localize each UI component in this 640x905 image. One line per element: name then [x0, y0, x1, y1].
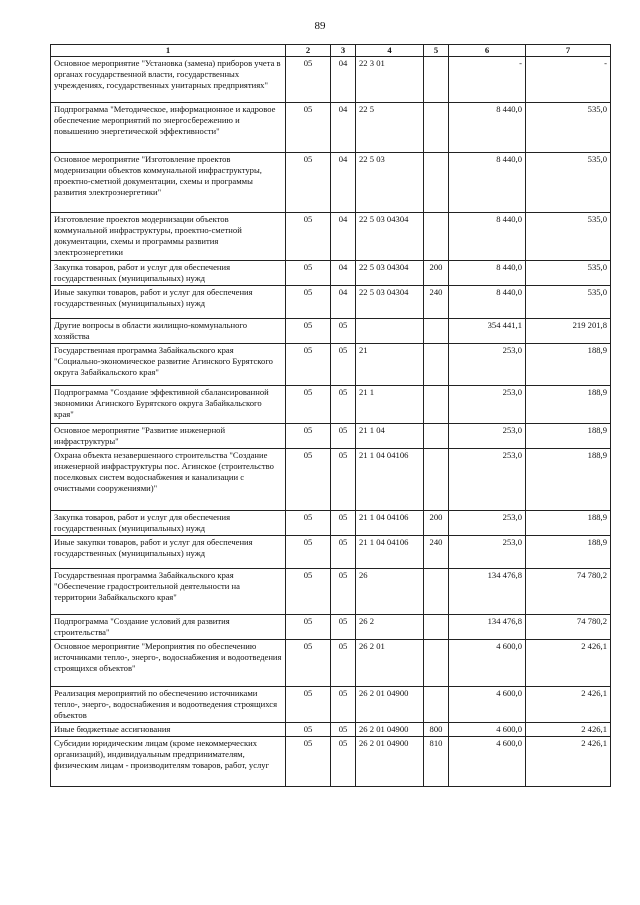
row-amount-approved: 4 600,0: [449, 737, 526, 787]
row-target-code: 26 2 01 04900: [356, 687, 424, 723]
row-name: Иные закупки товаров, работ и услуг для обеспечения государственных (муниципальных) нужд: [51, 286, 286, 319]
row-subsection: 05: [331, 424, 356, 449]
row-amount-approved: 4 600,0: [449, 640, 526, 687]
table-row: [51, 687, 611, 723]
row-section: 05: [286, 57, 331, 103]
table-row: [51, 261, 611, 286]
row-target-code: 21 1 04 04106: [356, 536, 424, 569]
row-section: 05: [286, 687, 331, 723]
row-subsection: 05: [331, 640, 356, 687]
row-amount-executed: 188,9: [526, 511, 611, 536]
table-row: [51, 213, 611, 261]
row-name: Основное мероприятие "Установка (замена) приборов учета в органах государственной власти, государственных учреждениях, государственных унитарных предприятиях": [51, 57, 286, 103]
row-amount-executed: 535,0: [526, 261, 611, 286]
row-section: 05: [286, 424, 331, 449]
row-target-code: 22 5: [356, 103, 424, 153]
row-amount-executed: 188,9: [526, 449, 611, 511]
column-header: 4: [356, 45, 424, 57]
row-subsection: 04: [331, 153, 356, 213]
row-expense-type: [424, 449, 449, 511]
row-amount-executed: 535,0: [526, 153, 611, 213]
table-body: [51, 57, 611, 787]
row-subsection: 04: [331, 286, 356, 319]
table-row: [51, 424, 611, 449]
row-name: Подпрограмма "Создание эффективной сбалансированной экономики Агинского Бурятского округа Забайкальского края": [51, 386, 286, 424]
row-name: Охрана объекта незавершенного строительства "Создание инженерной инфраструктуры пос. Агинское (строительство поселковых систем водоснабжения и канализации с очистными сооружениями)": [51, 449, 286, 511]
row-name: Иные закупки товаров, работ и услуг для обеспечения государственных (муниципальных) нужд: [51, 536, 286, 569]
table-row: [51, 319, 611, 344]
row-target-code: 26: [356, 569, 424, 615]
row-target-code: 22 3 01: [356, 57, 424, 103]
row-expense-type: [424, 57, 449, 103]
row-expense-type: [424, 103, 449, 153]
row-amount-approved: 134 476,8: [449, 615, 526, 640]
row-target-code: 21 1 04: [356, 424, 424, 449]
row-section: 05: [286, 723, 331, 737]
row-target-code: 21: [356, 344, 424, 386]
row-amount-approved: 253,0: [449, 536, 526, 569]
row-amount-approved: 8 440,0: [449, 286, 526, 319]
column-header: 3: [331, 45, 356, 57]
row-amount-executed: 188,9: [526, 386, 611, 424]
row-target-code: 26 2 01: [356, 640, 424, 687]
row-expense-type: [424, 569, 449, 615]
row-amount-executed: 74 780,2: [526, 615, 611, 640]
table-header-row: [51, 45, 611, 57]
row-expense-type: 240: [424, 536, 449, 569]
table-row: [51, 511, 611, 536]
row-amount-executed: -: [526, 57, 611, 103]
row-subsection: 04: [331, 57, 356, 103]
row-amount-executed: 535,0: [526, 213, 611, 261]
row-expense-type: 240: [424, 286, 449, 319]
row-subsection: 05: [331, 319, 356, 344]
column-header: 1: [51, 45, 286, 57]
row-name: Иные бюджетные ассигнования: [51, 723, 286, 737]
table-row: [51, 569, 611, 615]
table-row: [51, 737, 611, 787]
row-expense-type: [424, 424, 449, 449]
column-header: 5: [424, 45, 449, 57]
row-expense-type: [424, 615, 449, 640]
table-row: [51, 386, 611, 424]
row-target-code: 22 5 03 04304: [356, 286, 424, 319]
column-header: 2: [286, 45, 331, 57]
row-expense-type: [424, 344, 449, 386]
row-subsection: 05: [331, 536, 356, 569]
row-subsection: 05: [331, 723, 356, 737]
row-amount-approved: 8 440,0: [449, 213, 526, 261]
row-target-code: 22 5 03: [356, 153, 424, 213]
row-section: 05: [286, 261, 331, 286]
row-section: 05: [286, 511, 331, 536]
table-row: [51, 536, 611, 569]
row-name: Основное мероприятие "Мероприятия по обеспечению источниками тепло-, энерго-, водоснабжения и водоотведения строящихся объектов": [51, 640, 286, 687]
row-amount-executed: 74 780,2: [526, 569, 611, 615]
table-row: [51, 57, 611, 103]
column-header: 6: [449, 45, 526, 57]
row-target-code: 21 1: [356, 386, 424, 424]
row-section: 05: [286, 569, 331, 615]
row-section: 05: [286, 319, 331, 344]
row-amount-approved: 4 600,0: [449, 687, 526, 723]
row-amount-approved: 253,0: [449, 386, 526, 424]
row-amount-approved: -: [449, 57, 526, 103]
row-section: 05: [286, 449, 331, 511]
row-name: Изготовление проектов модернизации объектов коммунальной инфраструктуры, проектно-сметной документации, схемы и программы развития электроэнергетики: [51, 213, 286, 261]
row-subsection: 05: [331, 687, 356, 723]
row-amount-approved: 253,0: [449, 424, 526, 449]
row-target-code: 22 5 03 04304: [356, 213, 424, 261]
row-name: Подпрограмма "Методическое, информационное и кадровое обеспечение мероприятий по энергосбережению и повышению энергетической эффективности": [51, 103, 286, 153]
row-amount-executed: 188,9: [526, 424, 611, 449]
table-row: [51, 723, 611, 737]
table-row: [51, 615, 611, 640]
row-expense-type: 200: [424, 511, 449, 536]
row-amount-approved: 253,0: [449, 449, 526, 511]
row-expense-type: [424, 386, 449, 424]
row-amount-executed: 2 426,1: [526, 737, 611, 787]
row-expense-type: 200: [424, 261, 449, 286]
row-expense-type: [424, 640, 449, 687]
row-name: Другие вопросы в области жилищно-коммунального хозяйства: [51, 319, 286, 344]
column-header: 7: [526, 45, 611, 57]
row-section: 05: [286, 536, 331, 569]
row-amount-approved: 4 600,0: [449, 723, 526, 737]
row-name: Государственная программа Забайкальского края "Обеспечение градостроительной деятельности на территории Забайкальского края": [51, 569, 286, 615]
row-amount-executed: 535,0: [526, 103, 611, 153]
row-target-code: 22 5 03 04304: [356, 261, 424, 286]
row-expense-type: [424, 687, 449, 723]
table-row: [51, 153, 611, 213]
row-target-code: [356, 319, 424, 344]
row-section: 05: [286, 213, 331, 261]
row-subsection: 04: [331, 261, 356, 286]
row-subsection: 04: [331, 103, 356, 153]
row-amount-approved: 354 441,1: [449, 319, 526, 344]
row-amount-executed: 188,9: [526, 344, 611, 386]
row-name: Закупка товаров, работ и услуг для обеспечения государственных (муниципальных) нужд: [51, 261, 286, 286]
row-amount-executed: 2 426,1: [526, 640, 611, 687]
row-target-code: 26 2 01 04900: [356, 723, 424, 737]
row-name: Подпрограмма "Создание условий для развития строительства": [51, 615, 286, 640]
row-amount-approved: 8 440,0: [449, 261, 526, 286]
row-amount-executed: 219 201,8: [526, 319, 611, 344]
table-row: [51, 449, 611, 511]
table-row: [51, 640, 611, 687]
row-subsection: 05: [331, 449, 356, 511]
row-amount-approved: 134 476,8: [449, 569, 526, 615]
row-amount-executed: 2 426,1: [526, 687, 611, 723]
row-section: 05: [286, 615, 331, 640]
row-amount-executed: 188,9: [526, 536, 611, 569]
row-section: 05: [286, 286, 331, 319]
row-subsection: 05: [331, 386, 356, 424]
row-subsection: 05: [331, 511, 356, 536]
row-target-code: 21 1 04 04106: [356, 511, 424, 536]
row-section: 05: [286, 640, 331, 687]
row-target-code: 26 2: [356, 615, 424, 640]
budget-table: [50, 44, 611, 787]
row-subsection: 05: [331, 569, 356, 615]
row-amount-approved: 253,0: [449, 511, 526, 536]
row-subsection: 05: [331, 737, 356, 787]
table-row: [51, 103, 611, 153]
table-row: [51, 344, 611, 386]
row-section: 05: [286, 344, 331, 386]
row-expense-type: [424, 319, 449, 344]
row-expense-type: 810: [424, 737, 449, 787]
row-name: Субсидии юридическим лицам (кроме некоммерческих организаций), индивидуальным предпринимателям, физическим лицам - производителям товаров, работ, услуг: [51, 737, 286, 787]
row-name: Государственная программа Забайкальского края "Социально-экономическое развитие Агинского Бурятского округа Забайкальского края": [51, 344, 286, 386]
row-name: Основное мероприятие "Развитие инженерной инфраструктуры": [51, 424, 286, 449]
row-section: 05: [286, 103, 331, 153]
row-target-code: 21 1 04 04106: [356, 449, 424, 511]
row-section: 05: [286, 737, 331, 787]
row-subsection: 04: [331, 213, 356, 261]
table-row: [51, 286, 611, 319]
row-amount-executed: 535,0: [526, 286, 611, 319]
row-amount-approved: 8 440,0: [449, 153, 526, 213]
row-section: 05: [286, 386, 331, 424]
row-target-code: 26 2 01 04900: [356, 737, 424, 787]
row-amount-executed: 2 426,1: [526, 723, 611, 737]
row-expense-type: [424, 153, 449, 213]
row-section: 05: [286, 153, 331, 213]
row-amount-approved: 8 440,0: [449, 103, 526, 153]
row-amount-approved: 253,0: [449, 344, 526, 386]
row-name: Основное мероприятие "Изготовление проектов модернизации объектов коммунальной инфраструктуры, проектно-сметной документации, схемы и программы развития электроэнергетики": [51, 153, 286, 213]
row-name: Реализация мероприятий по обеспечению источниками тепло-, энерго-, водоснабжения и водоотведения строящихся объектов: [51, 687, 286, 723]
row-name: Закупка товаров, работ и услуг для обеспечения государственных (муниципальных) нужд: [51, 511, 286, 536]
row-expense-type: 800: [424, 723, 449, 737]
page-number: 89: [314, 20, 326, 32]
row-subsection: 05: [331, 344, 356, 386]
row-subsection: 05: [331, 615, 356, 640]
row-expense-type: [424, 213, 449, 261]
